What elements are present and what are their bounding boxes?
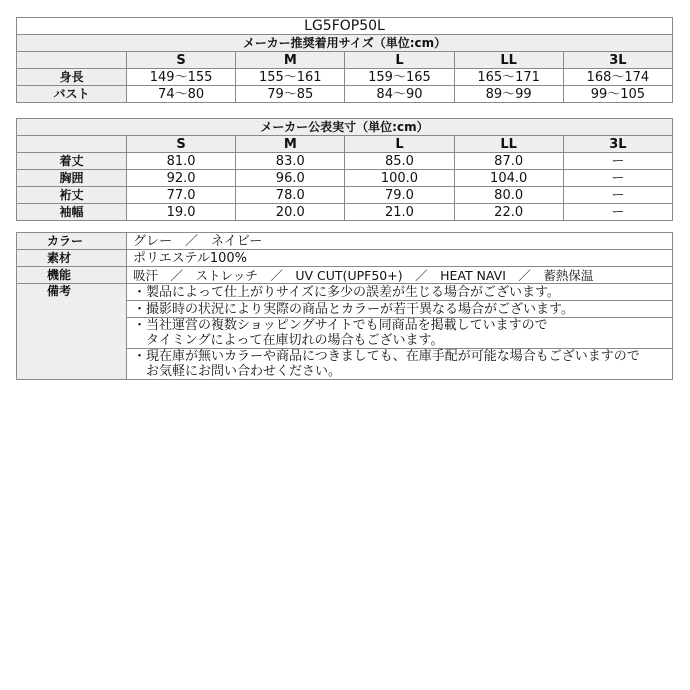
table-cell: ー [563,204,672,221]
table-cell: 83.0 [236,153,345,170]
row-label: 着丈 [17,153,127,170]
table-cell: 149〜155 [127,69,236,86]
row-label: 胸囲 [17,170,127,187]
size-header: LL [454,136,563,153]
material-label: 素材 [17,250,127,267]
note-item [127,318,673,349]
published-title: メーカー公表実寸（単位:cm） [17,119,673,136]
size-header: M [236,52,345,69]
table-cell: 79〜85 [236,86,345,103]
table-cell: 168〜174 [563,69,672,86]
row-label: 身長 [17,69,127,86]
size-header: L [345,136,454,153]
table-cell: 74〜80 [127,86,236,103]
table-cell: 19.0 [127,204,236,221]
table-cell: 21.0 [345,204,454,221]
table-row [17,187,673,204]
size-header: 3L [563,52,672,69]
size-header: 3L [563,136,672,153]
table-cell: 100.0 [345,170,454,187]
table-row [17,153,673,170]
published-size-table [16,118,673,221]
table-row [17,170,673,187]
table-cell: 104.0 [454,170,563,187]
notes-row [17,284,673,301]
note-line: ・製品によって仕上がりサイズに多少の誤差が生じる場合がございます。 [133,284,560,300]
table-cell: 99〜105 [563,86,672,103]
table-row [17,204,673,221]
row-label: バスト [17,86,127,103]
note-line: ・現在庫が無いカラーや商品につきましても、在庫手配が可能な場合もございますので [133,349,640,364]
size-header: S [127,136,236,153]
color-value: グレー ／ ネイビー [127,233,673,250]
table-cell: 165〜171 [454,69,563,86]
table-cell: 89〜99 [454,86,563,103]
size-header: M [236,136,345,153]
material-row [17,250,673,267]
table-cell: 96.0 [236,170,345,187]
recommended-size-table [16,17,673,103]
size-header: S [127,52,236,69]
function-value: 吸汗 ／ ストレッチ ／ UV CUT(UPF50+) ／ HEAT NAVI ／ 蓄熱保温 [127,267,673,284]
recommended-title: メーカー推奨着用サイズ（単位:cm） [17,35,673,52]
table-cell: 155〜161 [236,69,345,86]
table-cell: 22.0 [454,204,563,221]
note-item [127,284,673,301]
table-cell: 159〜165 [345,69,454,86]
table-cell: 80.0 [454,187,563,204]
note-line: お気軽にお問い合わせください。 [133,364,342,379]
color-row [17,233,673,250]
table-cell: 84〜90 [345,86,454,103]
table-cell: ー [563,170,672,187]
row-label: 裄丈 [17,187,127,204]
row-label: 袖幅 [17,204,127,221]
table-cell: 81.0 [127,153,236,170]
note-line: タイミングによって在庫切れの場合もございます。 [133,333,444,348]
model-number: LG5FOP50L [17,18,673,35]
size-header-row [17,136,673,153]
table-cell: 78.0 [236,187,345,204]
note-item [127,349,673,380]
size-header: L [345,52,454,69]
table-cell: 79.0 [345,187,454,204]
note-item [127,301,673,318]
size-header-row [17,52,673,69]
size-header: LL [454,52,563,69]
material-value: ポリエステル100% [127,250,673,267]
table-cell: 85.0 [345,153,454,170]
table-cell: 20.0 [236,204,345,221]
table-row [17,86,673,103]
table-row [17,69,673,86]
table-cell: ー [563,153,672,170]
notes-label: 備考 [17,284,127,380]
table-cell: 92.0 [127,170,236,187]
note-line: ・当社運営の複数ショッピングサイトでも同商品を掲載していますので [133,318,548,333]
table-cell: ー [563,187,672,204]
table-cell: 87.0 [454,153,563,170]
color-label: カラー [17,233,127,250]
function-label: 機能 [17,267,127,284]
product-info-table [16,232,673,380]
note-line: ・撮影時の状況により実際の商品とカラーが若干異なる場合がございます。 [133,301,574,317]
function-row [17,267,673,284]
table-cell: 77.0 [127,187,236,204]
